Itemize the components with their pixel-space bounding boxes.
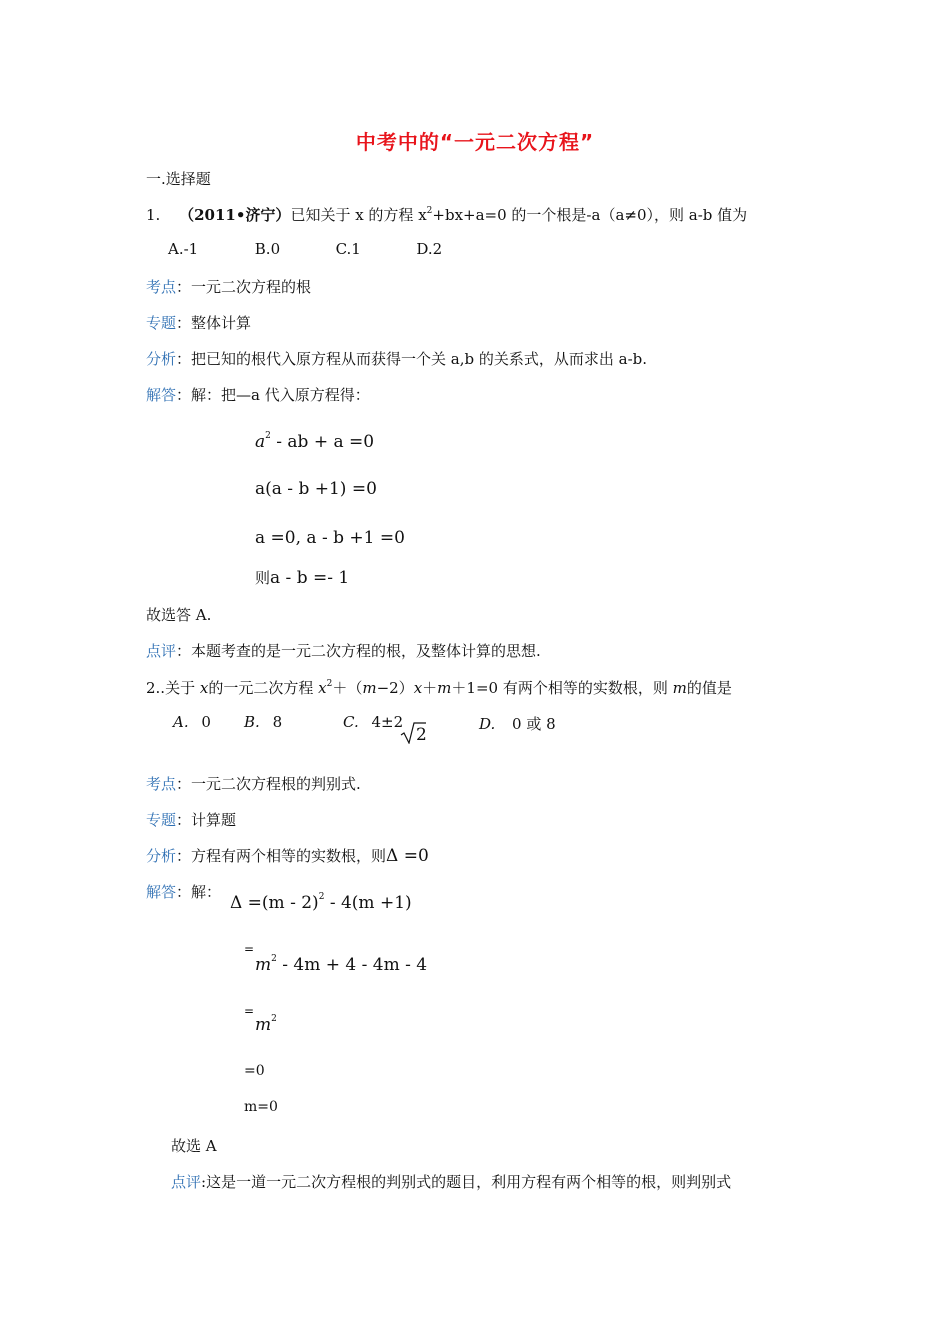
- eq-term: - ab + a =0: [270, 432, 375, 452]
- q2-fenxi: [146, 845, 429, 866]
- fenxi-text: ：方程有两个相等的实数根，则: [176, 847, 387, 865]
- q1-option-c: C.1: [335, 240, 361, 258]
- q2-stem-part: ＋1=0 有两个相等的实数根，则: [451, 679, 673, 697]
- q2-stem-part: 2..关于: [146, 679, 200, 697]
- jieda-label: 解答: [146, 883, 177, 901]
- option-text: 4±2: [371, 713, 404, 731]
- option-text: 0 或 8: [512, 715, 556, 733]
- q2-stem-part: ＋（: [332, 679, 363, 697]
- eq-sup: 2: [265, 431, 271, 441]
- q2-stem-sup: 2: [326, 679, 333, 689]
- kaodian-label: 考点: [146, 278, 177, 296]
- q2-option-b: [244, 713, 282, 731]
- dianping-label: 点评: [171, 1173, 202, 1191]
- q1-equation-4: [255, 567, 349, 588]
- jieda-label: 解答: [146, 386, 177, 404]
- zhuanti-text: ：整体计算: [176, 314, 252, 332]
- q2-stem-part: −2）: [376, 679, 414, 697]
- option-text: 8: [272, 713, 283, 731]
- q1-answer: 故选答 A.: [146, 606, 212, 624]
- q1-option-a: A.-1: [168, 240, 199, 258]
- q2-option-c-sqrt: [404, 725, 427, 745]
- q2-stem-var: x: [318, 679, 327, 697]
- q1-stem-sup: 2: [426, 206, 433, 216]
- option-text: 0: [201, 713, 211, 731]
- dianping-text: ：本题考查的是一元二次方程的根，及整体计算的思想.: [176, 642, 541, 660]
- q1-jieda: [146, 384, 370, 405]
- kaodian-text: ：一元二次方程的根: [176, 278, 312, 296]
- q2-stem-var: m: [437, 679, 452, 697]
- q2-equation-5: m=0: [244, 1099, 278, 1115]
- q1-stem: [146, 204, 747, 225]
- zhuanti-label: 专题: [146, 811, 177, 829]
- eq-term: - 4m + 4 - 4m - 4: [276, 955, 428, 975]
- q2-stem-part: 的值是: [686, 679, 732, 697]
- jieda-text: ：解：把—a 代入原方程得：: [176, 386, 370, 404]
- q1-stem-text-b: +bx+a=0 的一个根是-a（a≠0），则 a-b 值为: [432, 206, 748, 224]
- q1-option-d: D.2: [416, 240, 443, 258]
- zhuanti-text: ：计算题: [176, 811, 237, 829]
- fenxi-math: Δ =0: [386, 846, 429, 866]
- eq-sup: 2: [318, 892, 325, 902]
- option-letter: D.: [479, 715, 496, 733]
- eq-term: a: [255, 432, 266, 452]
- dianping-label: 点评: [146, 642, 177, 660]
- radical-sign: [400, 722, 426, 744]
- q2-stem-part: 的一元二次方程: [208, 679, 319, 697]
- fenxi-label: 分析: [146, 350, 177, 368]
- fenxi-text: ：把已知的根代入原方程从而获得一个关 a,b 的关系式，从而求出 a-b.: [176, 350, 648, 368]
- q2-stem-var: m: [362, 679, 377, 697]
- sqrt-radicand: 2: [416, 725, 427, 745]
- eq-term: m: [255, 955, 272, 975]
- q2-dianping: [171, 1171, 731, 1192]
- q2-option-c: [343, 713, 403, 731]
- q1-kaodian: [146, 276, 311, 297]
- q2-stem-var: x: [413, 679, 423, 697]
- jieda-text: ：解：: [176, 883, 222, 901]
- section-heading: 一.选择题: [146, 170, 211, 188]
- dianping-text: :这是一道一元二次方程根的判别式的题目，利用方程有两个相等的根，则判别式: [201, 1173, 732, 1191]
- q1-number: 1.: [146, 206, 161, 224]
- eq-sup: 2: [271, 954, 277, 964]
- option-letter: C.: [343, 713, 359, 731]
- q2-equation-4: =0: [244, 1063, 265, 1079]
- q2-stem-var: x: [199, 679, 209, 697]
- q2-jieda: [146, 881, 221, 902]
- kaodian-text: ：一元二次方程根的判别式.: [176, 775, 361, 793]
- option-letter: A.: [173, 713, 189, 731]
- eq-prefix: 则: [255, 569, 271, 587]
- kaodian-label: 考点: [146, 775, 177, 793]
- q2-option-d: [479, 713, 556, 734]
- q2-zhuanti: [146, 809, 236, 830]
- q2-stem: [146, 677, 732, 698]
- sqrt-icon: [404, 725, 427, 745]
- q1-options: [168, 240, 442, 258]
- q1-fenxi: [146, 348, 647, 369]
- q2-equation-2: [255, 954, 427, 975]
- q1-source: （2011•济宁）: [179, 206, 291, 224]
- eq-term: Δ =(m - 2): [230, 893, 319, 913]
- q1-equation-2: a(a - b +1) =0: [255, 479, 377, 499]
- eq-term: a - b =- 1: [270, 568, 350, 588]
- q1-equation-3: a =0, a - b +1 =0: [255, 528, 405, 548]
- eq-term: - 4(m +1): [324, 893, 412, 913]
- q2-answer: 故选 A: [171, 1137, 217, 1155]
- eq-sup: 2: [271, 1014, 277, 1024]
- q2-eq-sign-1: =: [244, 942, 255, 956]
- q1-option-b: B.0: [254, 240, 281, 258]
- q1-dianping: [146, 640, 541, 661]
- q1-equation-1: [255, 431, 374, 452]
- q2-equation-1: [230, 892, 412, 913]
- q2-equation-3: [255, 1014, 277, 1035]
- zhuanti-label: 专题: [146, 314, 177, 332]
- q2-kaodian: [146, 773, 361, 794]
- eq-term: m: [255, 1015, 272, 1035]
- q2-stem-part: ＋: [422, 679, 438, 697]
- q2-stem-var: m: [672, 679, 687, 697]
- q2-option-a: [173, 713, 211, 731]
- option-letter: B.: [244, 713, 260, 731]
- q1-zhuanti: [146, 312, 251, 333]
- q2-eq-sign-2: =: [244, 1004, 255, 1018]
- page-title: 中考中的“一元二次方程”: [355, 130, 595, 154]
- q1-stem-text-a: 已知关于 x 的方程 x: [290, 206, 427, 224]
- fenxi-label: 分析: [146, 847, 177, 865]
